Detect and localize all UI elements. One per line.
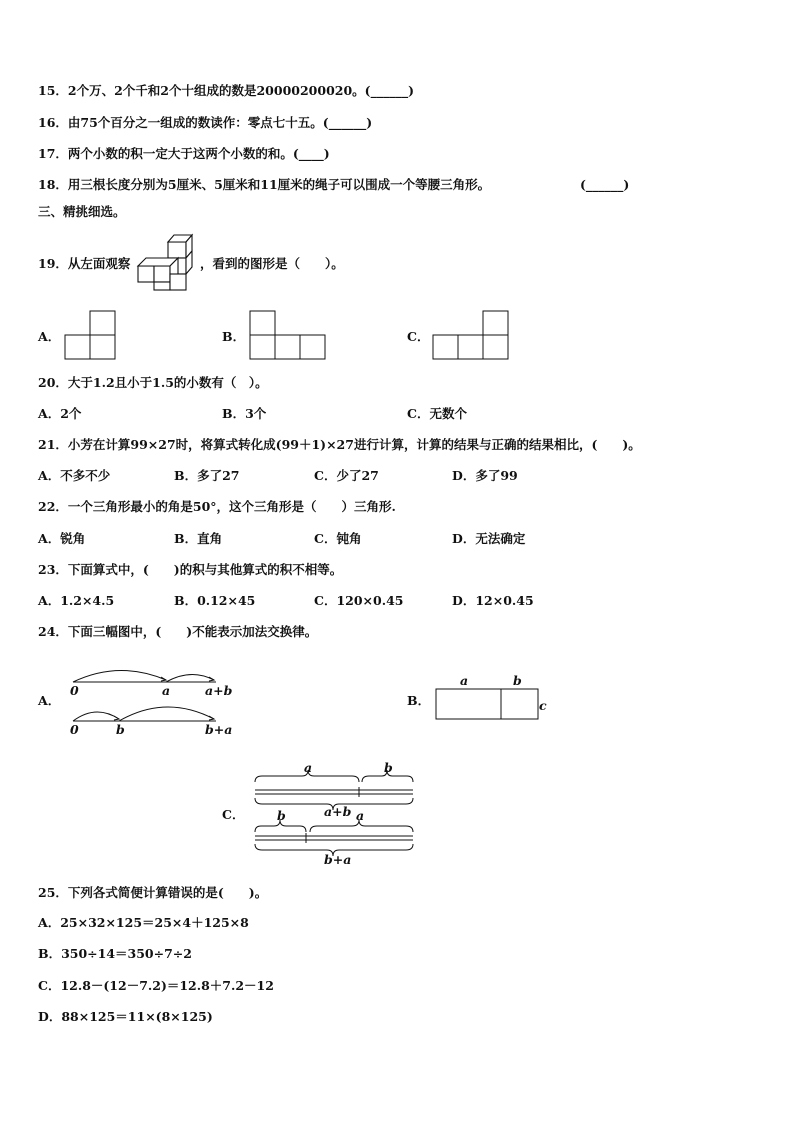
question-17: 17．两个小数的积一定大于这两个小数的和。(____) <box>38 146 330 161</box>
label-b-diagram-b: b <box>513 673 522 688</box>
question-20-option-a[interactable]: A．2个 <box>38 406 82 421</box>
option-c-shape <box>432 310 510 362</box>
question-21-option-c[interactable]: C．少了27 <box>314 468 379 483</box>
question-21-option-d[interactable]: D．多了99 <box>452 468 518 483</box>
question-18: 18．用三根长度分别为5厘米、5厘米和11厘米的绳子可以围成一个等腰三角形。 <box>38 177 491 192</box>
label-b-diagram-a: a <box>460 673 469 688</box>
question-24-option-c[interactable]: C． <box>222 807 245 822</box>
question-19-suffix: ，看到的图形是（ ）。 <box>200 256 344 271</box>
label-c-top-b: b <box>384 760 393 775</box>
question-16: 16．由75个百分之一组成的数读作：零点七十五。(______) <box>38 115 373 130</box>
label-c-b-plus-a: b+a <box>324 852 352 867</box>
option-b-shape <box>249 310 327 360</box>
label-b-diagram-c: c <box>539 698 547 713</box>
label-zero-top: 0 <box>70 683 79 698</box>
question-23-option-d[interactable]: D．12×0.45 <box>452 593 534 608</box>
question-25-option-b[interactable]: B．350÷14＝350÷7÷2 <box>38 946 192 961</box>
question-21-option-b[interactable]: B．多了27 <box>174 468 240 483</box>
question-20-option-b[interactable]: B．3个 <box>222 406 267 421</box>
question-25: 25．下列各式简便计算错误的是( )。 <box>38 885 268 900</box>
question-24: 24．下面三幅图中，( )不能表示加法交换律。 <box>38 624 318 639</box>
label-a-plus-b: a+b <box>205 683 233 698</box>
question-25-option-c[interactable]: C．12.8－(12－7.2)＝12.8＋7.2－12 <box>38 978 274 993</box>
question-19-option-c[interactable]: C． <box>407 329 430 344</box>
question-25-option-d[interactable]: D．88×125＝11×(8×125) <box>38 1009 213 1024</box>
question-21: 21．小芳在计算99×27时，将算式转化成(99＋1)×27进行计算，计算的结果与正确的结果相比，( )。 <box>38 437 641 452</box>
question-22-option-d[interactable]: D．无法确定 <box>452 531 526 546</box>
question-19-option-b[interactable]: B． <box>222 329 246 344</box>
label-c-top-a: a <box>304 760 313 775</box>
question-22-option-b[interactable]: B．直角 <box>174 531 223 546</box>
question-25-option-a[interactable]: A．25×32×125＝25×4＋125×8 <box>38 915 249 930</box>
question-23-option-b[interactable]: B．0.12×45 <box>174 593 256 608</box>
label-c-bottom-b: b <box>277 808 286 823</box>
label-c-bottom-a: a <box>356 808 365 823</box>
question-18-blank: (______) <box>580 177 630 192</box>
rectangle-diagram-b <box>435 688 541 722</box>
label-c-a-plus-b: a+b <box>324 804 352 819</box>
question-21-option-a[interactable]: A．不多不少 <box>38 468 111 483</box>
question-19-prefix: 19．从左面观察 <box>38 256 131 271</box>
cube-stack-figure <box>138 232 198 292</box>
question-24-option-b[interactable]: B． <box>407 693 431 708</box>
question-23-option-c[interactable]: C．120×0.45 <box>314 593 404 608</box>
question-24-option-a[interactable]: A． <box>38 693 61 708</box>
question-15: 15．2个万、2个千和2个十组成的数是20000200020。(______) <box>38 83 414 98</box>
label-zero-bottom: 0 <box>70 722 79 737</box>
question-19-option-a[interactable]: A． <box>38 329 61 344</box>
question-22: 22．一个三角形最小的角是50°，这个三角形是（ ）三角形. <box>38 499 396 514</box>
label-b-bottom: b <box>116 722 125 737</box>
label-b-plus-a: b+a <box>205 722 233 737</box>
question-20-option-c[interactable]: C．无数个 <box>407 406 467 421</box>
question-22-option-a[interactable]: A．锐角 <box>38 531 86 546</box>
question-20: 20．大于1.2且小于1.5的小数有（ ）。 <box>38 375 268 390</box>
label-a-top: a <box>162 683 171 698</box>
section-heading: 三、精挑细选。 <box>38 204 126 219</box>
question-23: 23．下面算式中，( )的积与其他算式的积不相等。 <box>38 562 343 577</box>
question-22-option-c[interactable]: C．钝角 <box>314 531 362 546</box>
option-a-shape <box>64 310 118 360</box>
question-23-option-a[interactable]: A．1.2×4.5 <box>38 593 115 608</box>
